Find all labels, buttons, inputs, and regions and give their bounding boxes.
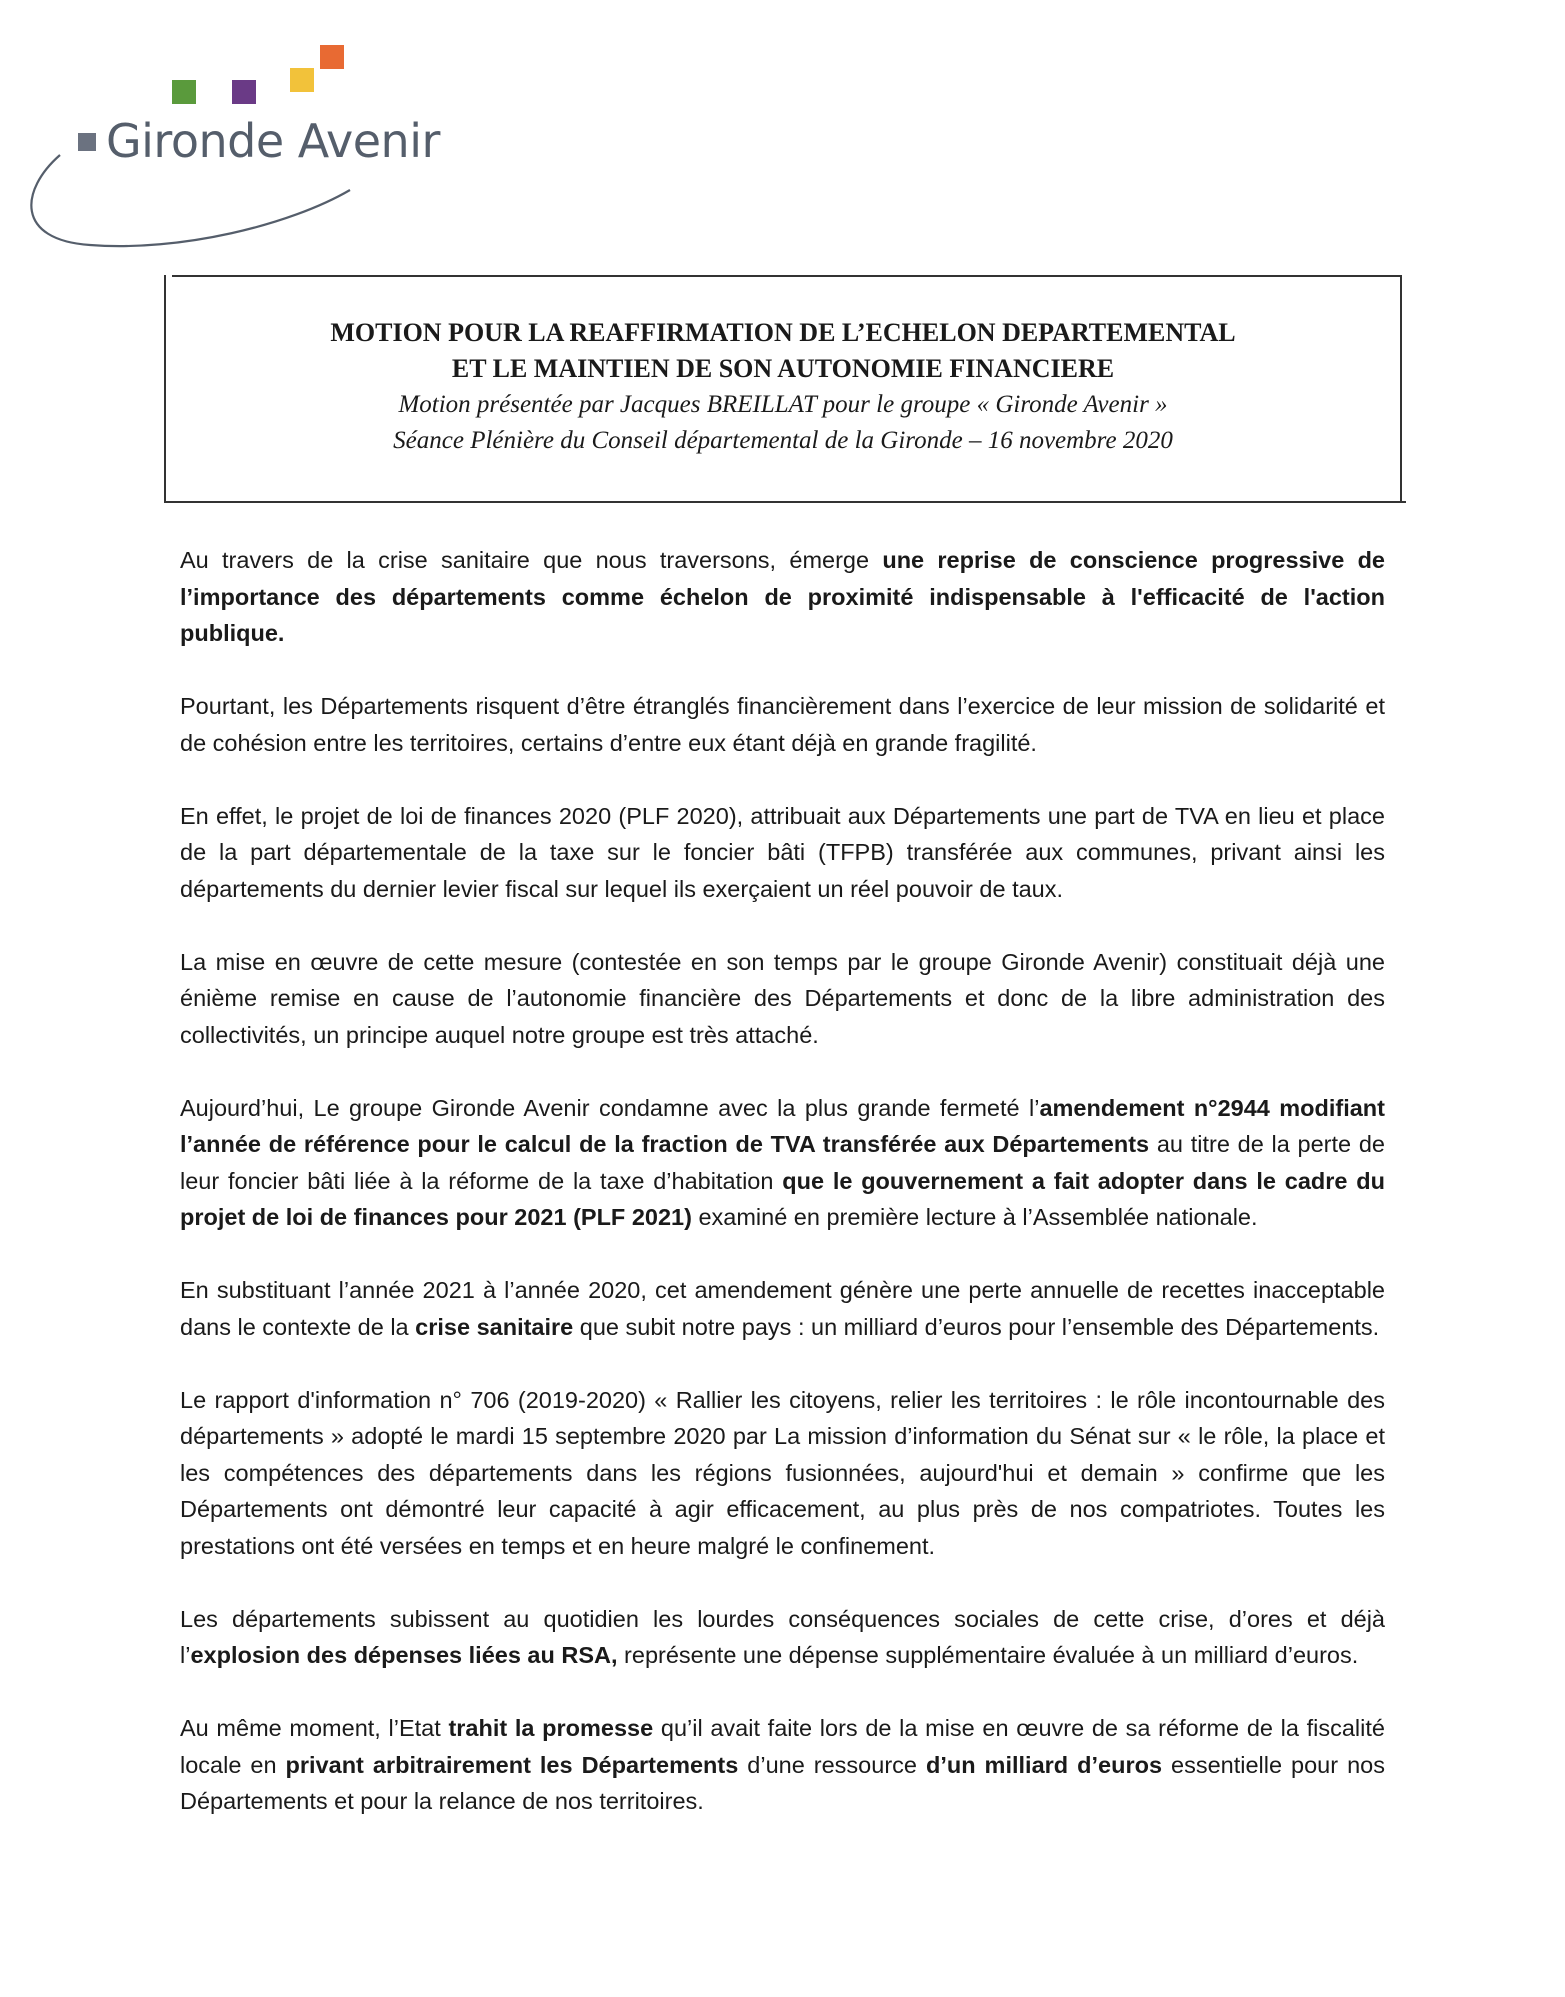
text-run: Pourtant, les Départements risquent d’être étranglés financièrement dans l’exercice de leur mission de solidarité et de cohésion entre les territoires, certains d’entre eux étant déjà en grande fragilité. (180, 693, 1385, 756)
bold-text-run: d’un milliard d’euros (925, 1751, 1163, 1778)
text-run: examiné en première lecture à l’Assemblée nationale. (691, 1204, 1258, 1230)
logo-bullet-icon (78, 133, 96, 151)
bold-text-run: crise sanitaire (415, 1313, 574, 1340)
text-run: En substituant l’année 2021 à l’année 2020, cet amendement génère une perte annuelle de recettes inacceptable dans le contexte de la (180, 1277, 1385, 1340)
body-paragraph (180, 688, 1385, 761)
body-paragraph (180, 798, 1385, 908)
bold-text-run: une reprise de conscience progressive de l’importance des départements comme échelon de proximité indispensable à l'efficacité de l'action publique. (180, 547, 1386, 646)
text-run: Au même moment, l’Etat (180, 1715, 449, 1741)
text-run: Aujourd’hui, Le groupe Gironde Avenir condamne avec la plus grande fermeté l’ (180, 1094, 1040, 1121)
gironde-avenir-logo (20, 40, 440, 260)
motion-subtitle-presenter: Motion présentée par Jacques BREILLAT pour le groupe « Gironde Avenir » (398, 391, 1168, 418)
text-run: En effet, le projet de loi de finances 2020 (PLF 2020), attribuait aux Départements une part de TVA en lieu et place de la part départementale de la taxe sur le foncier bâti (TFPB) transférée aux communes, privant ainsi les départements du dernier levier fiscal sur lequel ils exerçaient un réel pouvoir de taux. (180, 802, 1385, 902)
motion-title-line-2: ET LE MAINTIEN DE SON AUTONOMIE FINANCIERE (451, 354, 1115, 383)
body-paragraph (180, 944, 1385, 1054)
body-paragraph (180, 1382, 1385, 1565)
body-paragraph (180, 1601, 1385, 1674)
motion-subtitle-session: Séance Plénière du Conseil départemental de la Gironde – 16 novembre 2020 (393, 427, 1173, 454)
text-run: d’une ressource (738, 1751, 926, 1778)
text-run: Au travers de la crise sanitaire que nous traversons, émerge (180, 547, 883, 573)
bold-text-run: amendement n°2944 modifiant l’année de référence pour le calcul de la fraction de TVA transférée aux Départements (180, 1094, 1385, 1157)
motion-title-box (164, 275, 1402, 503)
bold-text-run: trahit la promesse (448, 1715, 654, 1741)
text-run: Les départements subissent au quotidien les lourdes conséquences sociales de cette crise, d’ores et déjà l’ (180, 1605, 1385, 1668)
logo-label: Gironde Avenir (106, 114, 440, 168)
text-run: que subit notre pays : un milliard d’euros pour l’ensemble des Départements. (573, 1313, 1380, 1340)
bold-text-run: explosion des dépenses liées au RSA, (190, 1642, 618, 1668)
text-run: au titre de la perte de leur foncier bâti liée à la réforme de la taxe d’habitation (180, 1131, 1385, 1194)
bold-text-run: que le gouvernement a fait adopter dans le cadre du projet de loi de finances pour 2021 (PLF 2021) (180, 1167, 1385, 1230)
body-paragraph (180, 1272, 1385, 1345)
motion-title-line-1: MOTION POUR LA REAFFIRMATION DE L’ECHELON DEPARTEMENTAL (330, 318, 1236, 347)
body-paragraph (180, 542, 1385, 652)
motion-body (180, 542, 1385, 1856)
text-run: représente une dépense supplémentaire évaluée à un milliard d’euros. (617, 1642, 1359, 1668)
logo-green-square (172, 80, 196, 104)
text-run: qu’il avait faite lors de la mise en œuvre de sa réforme de la fiscalité locale en (180, 1715, 1385, 1778)
logo-purple-square (232, 80, 256, 104)
text-run: essentielle pour nos Départements et pour la relance de nos territoires. (180, 1751, 1385, 1814)
body-paragraph (180, 1090, 1385, 1236)
logo-yellow-square (290, 68, 314, 92)
logo-orange-square (320, 45, 344, 69)
bold-text-run: privant arbitrairement les Départements (285, 1751, 739, 1778)
body-paragraph (180, 1710, 1385, 1820)
text-run: Le rapport d'information n° 706 (2019-2020) « Rallier les citoyens, relier les territoires : le rôle incontournable des départements » adopté le mardi 15 septembre 2020 par La mission d’information du Sénat sur « le rôle, la place et les compétences des départements dans les régions fusionnées, aujourd'hui et demain » confirme que les Départements ont démontré leur capacité à agir efficacement, au plus près de nos compatriotes. Toutes les prestations ont été versées en temps et en heure malgré le confinement. (180, 1386, 1385, 1559)
logo-text (78, 114, 440, 168)
text-run: La mise en œuvre de cette mesure (contestée en son temps par le groupe Gironde Avenir) constituait déjà une énième remise en cause de l’autonomie financière des Départements et donc de la libre administration des collectivités, un principe auquel notre groupe est très attaché. (180, 948, 1385, 1048)
